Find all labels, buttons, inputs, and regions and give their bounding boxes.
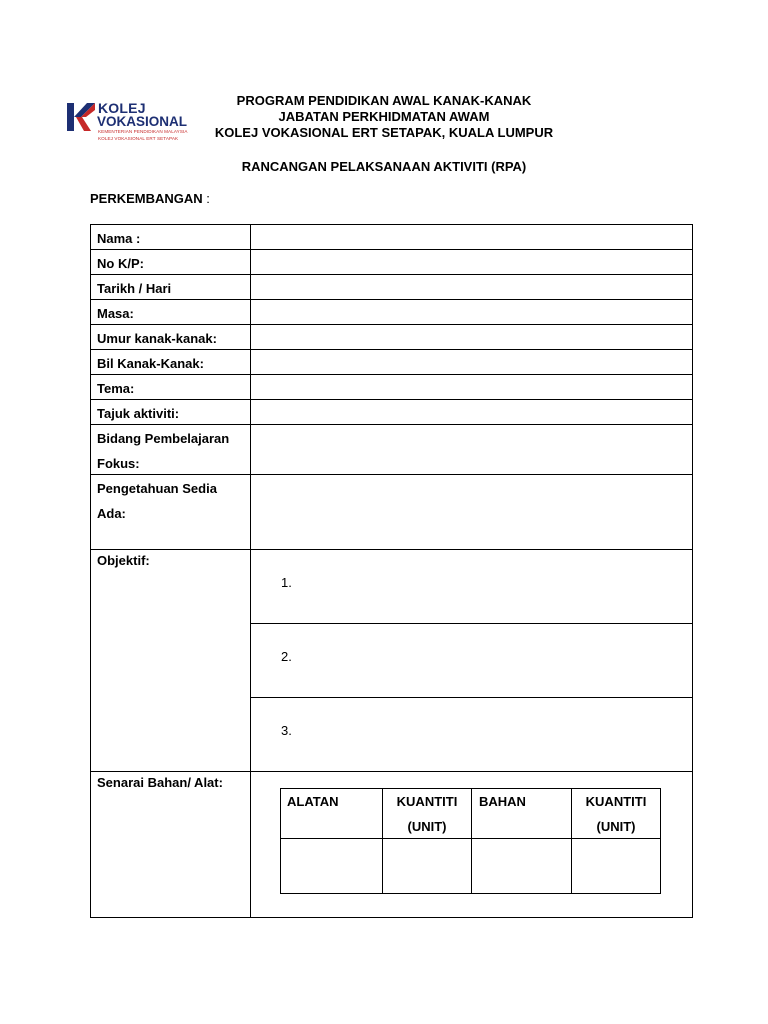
objective-row-1[interactable] bbox=[250, 549, 693, 624]
input-bidang[interactable] bbox=[250, 424, 693, 475]
materials-header-kuantiti-1 bbox=[382, 788, 472, 839]
label-bidang bbox=[90, 424, 251, 475]
label-pengetahuan-line1: Pengetahuan Sedia bbox=[97, 481, 217, 496]
perkembangan-colon: : bbox=[202, 191, 210, 206]
label-pengetahuan-line2: Ada: bbox=[97, 506, 126, 521]
header-department: JABATAN PERKHIDMATAN AWAM bbox=[278, 109, 490, 124]
input-nama[interactable] bbox=[250, 224, 693, 250]
input-tarikh[interactable] bbox=[250, 274, 693, 300]
materials-header-alatan bbox=[280, 788, 383, 839]
header-college: KOLEJ VOKASIONAL ERT SETAPAK, KUALA LUMPUR bbox=[214, 125, 554, 140]
objective-number-2: 2. bbox=[281, 649, 292, 664]
logo-word-vokasional: VOKASIONAL bbox=[97, 114, 188, 129]
input-bil[interactable] bbox=[250, 349, 693, 375]
materials-header-bahan bbox=[471, 788, 572, 839]
label-no-kp: No K/P: bbox=[90, 249, 251, 275]
objective-number-1: 1. bbox=[281, 575, 292, 590]
input-tema[interactable] bbox=[250, 374, 693, 400]
materials-header-kuantiti-2 bbox=[571, 788, 661, 839]
label-masa: Masa: bbox=[90, 299, 251, 325]
rpa-form-table bbox=[90, 224, 693, 918]
kv-emblem-icon bbox=[67, 103, 97, 131]
label-nama: Nama : bbox=[90, 224, 251, 250]
input-pengetahuan[interactable] bbox=[250, 474, 693, 550]
input-no-kp[interactable] bbox=[250, 249, 693, 275]
materials-header-kuantiti-2-line2: (UNIT) bbox=[596, 819, 636, 834]
logo-word-kolej: KOLEJ bbox=[98, 100, 146, 116]
objective-row-2[interactable] bbox=[250, 623, 693, 698]
materials-cell-alatan[interactable] bbox=[280, 838, 383, 894]
materials-header-kuantiti-1-line2: (UNIT) bbox=[407, 819, 447, 834]
materials-cell-kuantiti-2[interactable] bbox=[571, 838, 661, 894]
label-pengetahuan bbox=[90, 474, 251, 550]
label-tarikh: Tarikh / Hari bbox=[90, 274, 251, 300]
materials-cell-kuantiti-1[interactable] bbox=[382, 838, 472, 894]
perkembangan-text: PERKEMBANGAN bbox=[90, 191, 203, 206]
label-tajuk: Tajuk aktiviti: bbox=[90, 399, 251, 425]
college-logo bbox=[64, 97, 196, 143]
label-objektif: Objektif: bbox=[90, 549, 251, 772]
header-program: PROGRAM PENDIDIKAN AWAL KANAK-KANAK bbox=[236, 93, 532, 108]
materials-header-kuantiti-2-line1: KUANTITI bbox=[585, 794, 647, 809]
objective-row-3[interactable] bbox=[250, 697, 693, 772]
materials-table bbox=[280, 788, 661, 894]
document-title: RANCANGAN PELAKSANAAN AKTIVITI (RPA) bbox=[241, 159, 527, 174]
logo-ministry-text: KEMENTERIAN PENDIDIKAN MALAYSIA bbox=[98, 129, 188, 134]
objective-number-3: 3. bbox=[281, 723, 292, 738]
logo-college-text: KOLEJ VOKASIONAL ERT SETAPAK bbox=[98, 136, 179, 141]
materials-header-kuantiti-1-line1: KUANTITI bbox=[396, 794, 458, 809]
label-senarai: Senarai Bahan/ Alat: bbox=[90, 771, 251, 918]
label-tema: Tema: bbox=[90, 374, 251, 400]
label-bil: Bil Kanak-Kanak: bbox=[90, 349, 251, 375]
input-umur[interactable] bbox=[250, 324, 693, 350]
materials-header-alatan-text: ALATAN bbox=[287, 794, 339, 809]
materials-header-bahan-text: BAHAN bbox=[479, 794, 526, 809]
label-bidang-line2: Fokus: bbox=[97, 456, 140, 471]
materials-cell-bahan[interactable] bbox=[471, 838, 572, 894]
input-masa[interactable] bbox=[250, 299, 693, 325]
label-bidang-line1: Bidang Pembelajaran bbox=[97, 431, 230, 446]
perkembangan-label bbox=[90, 191, 210, 206]
input-tajuk[interactable] bbox=[250, 399, 693, 425]
label-umur: Umur kanak-kanak: bbox=[90, 324, 251, 350]
